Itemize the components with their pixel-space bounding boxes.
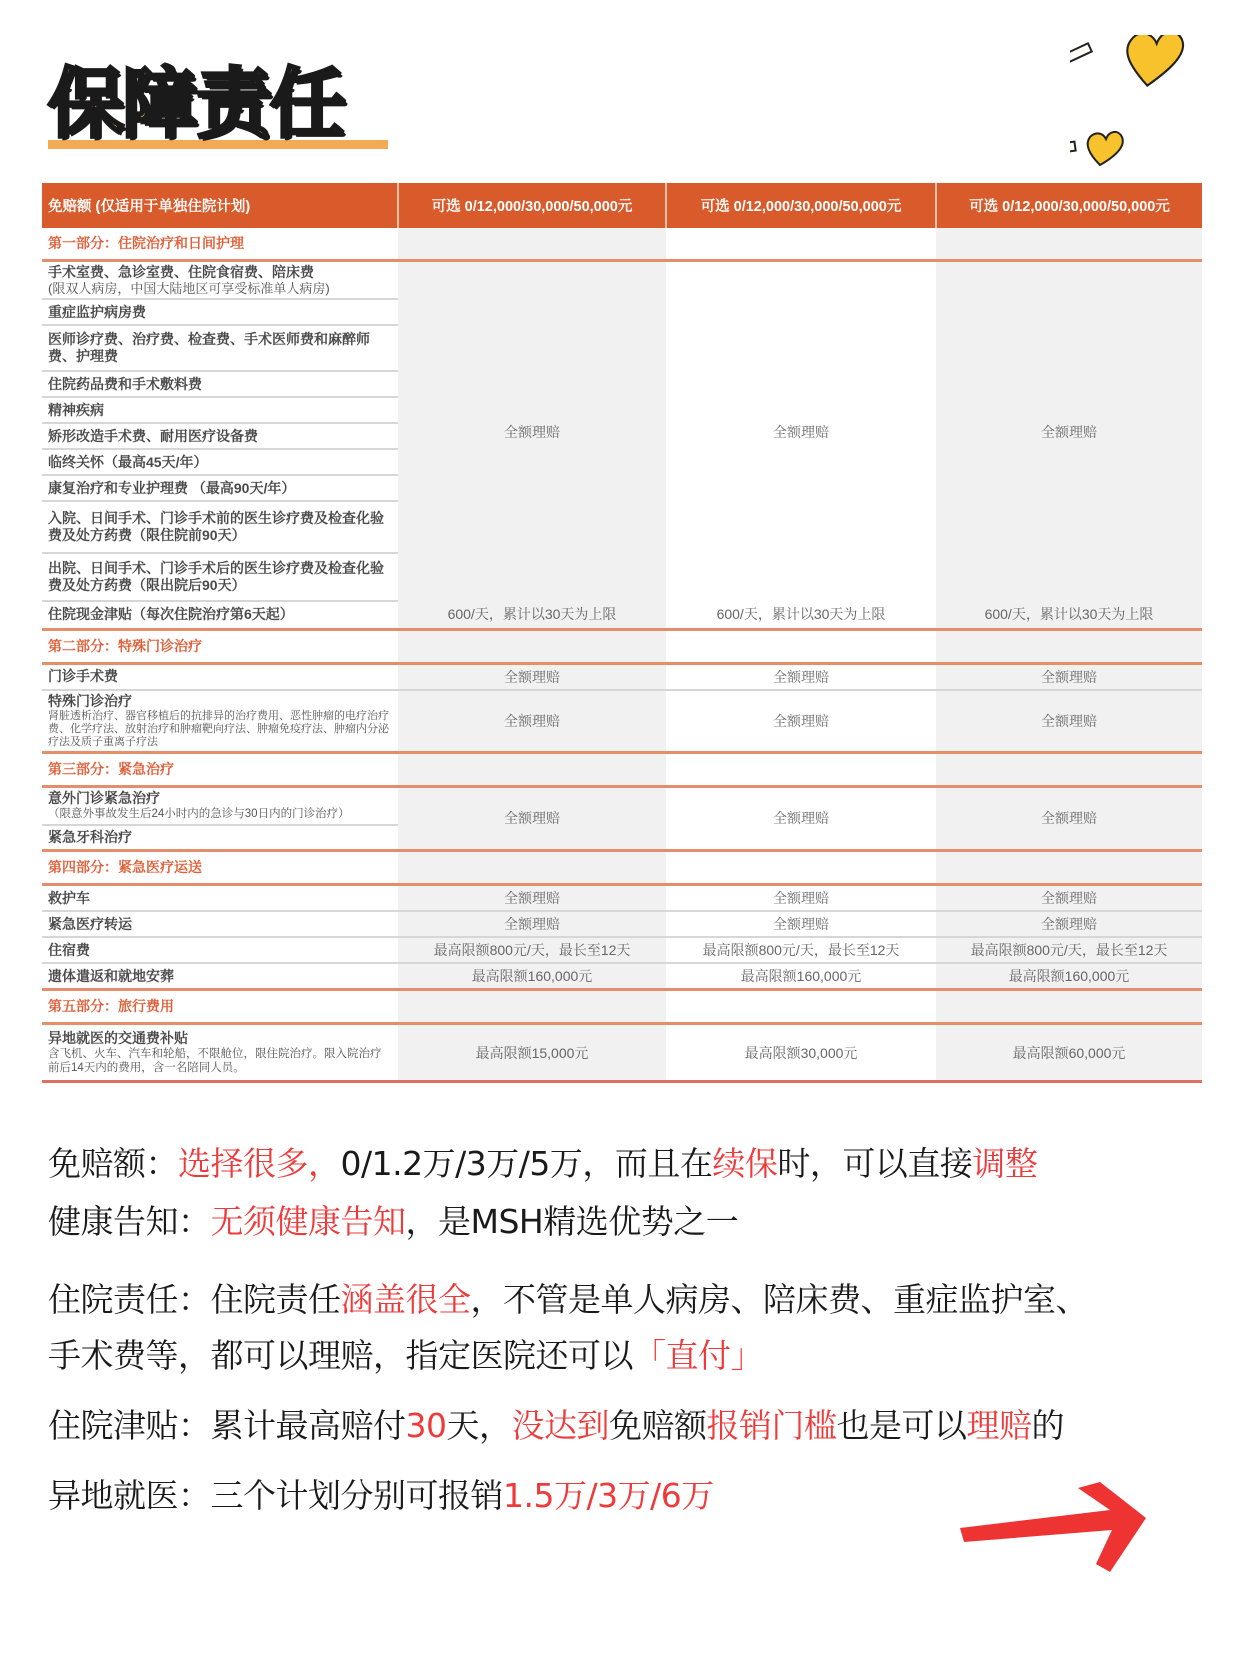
highlight-text: 报销门槛	[706, 1406, 837, 1445]
highlight-text: 选择很多，	[178, 1144, 341, 1183]
row-sublabel: (限双人病房，中国大陆地区可享受标准单人病房)	[48, 281, 330, 296]
row-label: 住宿费	[42, 937, 398, 963]
highlight-text: 涵盖很全	[340, 1280, 471, 1319]
note-label: 健康告知：	[48, 1202, 211, 1241]
note-text: 天，	[446, 1406, 512, 1445]
plan-1-value: 全额理赔	[398, 885, 666, 912]
row-label: 住院药品费和手术敷料费	[42, 371, 398, 397]
note-text: 手术费等，都可以理赔，指定医院还可以	[48, 1336, 633, 1375]
coverage-table	[42, 183, 1202, 1083]
note-text: ，是MSH精选优势之一	[405, 1202, 739, 1241]
note-text: 时，可以直接	[777, 1144, 973, 1183]
section-row-part4	[42, 851, 1202, 885]
plan-3-value: 全额理赔	[936, 885, 1202, 912]
plan-1-value: 600/天，累计以30天为上限	[398, 601, 666, 629]
plan-2-value: 全额理赔	[666, 911, 936, 937]
section-row-part2	[42, 629, 1202, 663]
row-label: 矫形改造手术费、耐用医疗设备费	[42, 423, 398, 449]
section-title: 第三部分：紧急治疗	[42, 752, 398, 786]
row-label: 异地就医的交通费补贴	[48, 1030, 188, 1046]
plan-1-value: 最高限额160,000元	[398, 963, 666, 990]
page-title-block	[48, 59, 344, 148]
plan-2-value: 全额理赔	[666, 261, 936, 602]
note-text: ，不管是单人病房、陪床费、重症监护室、	[470, 1280, 1088, 1319]
note-text: 住院责任	[210, 1280, 341, 1319]
note-label: 免赔额：	[48, 1144, 178, 1183]
table-row	[42, 663, 1202, 690]
row-label: 特殊门诊治疗	[48, 692, 132, 709]
row-label: 入院、日间手术、门诊手术前的医生诊疗费及检查化验费及处方药费（限住院前90天）	[42, 501, 398, 553]
row-label: 手术室费、急诊室费、住院食宿费、陪床费	[48, 264, 314, 280]
plan-1-value: 全额理赔	[398, 786, 666, 851]
plan-2-header: 可选 0/12,000/30,000/50,000元	[666, 183, 936, 228]
note-text: 也是可以	[836, 1406, 967, 1445]
row-label: 门诊手术费	[42, 663, 398, 690]
plan-1-value: 全额理赔	[398, 663, 666, 690]
table-row	[42, 937, 1202, 963]
highlight-text: 「直付」	[633, 1336, 763, 1375]
row-label: 住院现金津贴（每次住院治疗第6天起）	[42, 601, 398, 629]
highlight-text: 理赔	[966, 1406, 1032, 1445]
highlight-text: 没达到	[511, 1406, 609, 1445]
highlight-text: 调整	[972, 1144, 1038, 1183]
plan-1-value: 全额理赔	[398, 261, 666, 602]
section-title: 第五部分：旅行费用	[42, 990, 398, 1024]
row-sublabel: 肾脏透析治疗、器官移植后的抗排异的治疗费用、恶性肿瘤的电疗治疗费、化学疗法、放射治疗和肿瘤靶向疗法、肿瘤免疫疗法、肿瘤内分泌疗法及质子重离子疗法	[48, 709, 389, 748]
note-offsite-treatment	[48, 1470, 714, 1517]
table-row	[42, 885, 1202, 912]
plan-2-value: 最高限额30,000元	[666, 1024, 936, 1082]
plan-1-value: 最高限额800元/天，最长至12天	[398, 937, 666, 963]
plan-3-header: 可选 0/12,000/30,000/50,000元	[936, 183, 1202, 228]
plan-2-value: 全额理赔	[666, 885, 936, 912]
row-label: 救护车	[42, 885, 398, 912]
note-text: 免赔额	[609, 1406, 707, 1445]
page-title: 保障责任	[48, 59, 344, 148]
section-row-part3	[42, 752, 1202, 786]
plan-3-value: 全额理赔	[936, 690, 1202, 753]
plan-2-value: 全额理赔	[666, 690, 936, 753]
section-title: 第四部分：紧急医疗运送	[42, 851, 398, 885]
table-row	[42, 1024, 1202, 1082]
deductible-header: 免赔额 (仅适用于单独住院计划)	[42, 183, 398, 228]
row-label: 意外门诊紧急治疗	[48, 789, 160, 806]
row-sublabel: （限意外事故发生后24小时内的急诊与30日内的门诊治疗）	[48, 807, 350, 820]
plan-3-value: 600/天，累计以30天为上限	[936, 601, 1202, 629]
note-text: 0/1.2万/3万/5万，而且在	[340, 1144, 713, 1183]
plan-3-value: 全额理赔	[936, 663, 1202, 690]
plan-2-value: 最高限额800元/天，最长至12天	[666, 937, 936, 963]
table-row	[42, 690, 1202, 753]
plan-3-value: 最高限额160,000元	[936, 963, 1202, 990]
table-row	[42, 963, 1202, 990]
note-text: 的	[1031, 1406, 1064, 1445]
note-text: 累计最高赔付	[210, 1406, 406, 1445]
table-row	[42, 911, 1202, 937]
row-label: 紧急医疗转运	[42, 911, 398, 937]
table-row	[42, 786, 1202, 825]
row-label: 康复治疗和专业护理费 （最高90天/年）	[42, 475, 398, 501]
row-label: 重症监护病房费	[42, 299, 398, 325]
section-title: 第二部分：特殊门诊治疗	[42, 629, 398, 663]
row-label: 临终关怀（最高45天/年）	[42, 449, 398, 475]
section-row-part1	[42, 228, 1202, 261]
plan-2-value: 全额理赔	[666, 786, 936, 851]
plan-2-value: 600/天，累计以30天为上限	[666, 601, 936, 629]
note-label: 异地就医：	[48, 1476, 211, 1515]
plan-3-value: 全额理赔	[936, 911, 1202, 937]
note-hospital-coverage	[48, 1274, 1088, 1321]
note-label: 住院责任：	[48, 1280, 211, 1319]
note-text: 三个计划分别可报销	[210, 1476, 503, 1515]
note-label: 住院津贴：	[48, 1406, 211, 1445]
table-row	[42, 261, 1202, 300]
row-label: 精神疾病	[42, 397, 398, 423]
next-page-arrow-icon	[950, 1480, 1150, 1580]
row-sublabel: 含飞机、火车、汽车和轮船，不限舱位，限住院治疗。限入院治疗前后14天内的费用，含一名陪同人员。	[48, 1048, 382, 1074]
plan-1-value: 全额理赔	[398, 911, 666, 937]
note-deductible	[48, 1138, 1037, 1185]
highlight-text: 1.5万/3万/6万	[503, 1476, 714, 1515]
plan-1-value: 全额理赔	[398, 690, 666, 753]
note-hospital-allowance	[48, 1400, 1064, 1447]
table-row	[42, 601, 1202, 629]
row-label: 出院、日间手术、门诊手术后的医生诊疗费及检查化验费及处方药费（限出院后90天）	[42, 553, 398, 601]
plan-1-value: 最高限额15,000元	[398, 1024, 666, 1082]
row-label: 遗体遣返和就地安葬	[42, 963, 398, 990]
highlight-text: 30	[405, 1406, 447, 1445]
plan-3-value: 最高限额60,000元	[936, 1024, 1202, 1082]
plan-2-value: 最高限额160,000元	[666, 963, 936, 990]
plan-3-value: 全额理赔	[936, 261, 1202, 602]
plan-2-value: 全额理赔	[666, 663, 936, 690]
hearts-decoration-icon	[1070, 35, 1240, 175]
section-row-part5	[42, 990, 1202, 1024]
table-header-row	[42, 183, 1202, 228]
note-health-disclosure	[48, 1196, 738, 1243]
plan-3-value: 最高限额800元/天，最长至12天	[936, 937, 1202, 963]
note-hospital-coverage-cont	[48, 1330, 763, 1377]
row-label: 紧急牙科治疗	[42, 825, 398, 851]
plan-3-value: 全额理赔	[936, 786, 1202, 851]
section-title: 第一部分：住院治疗和日间护理	[42, 228, 398, 261]
row-label: 医师诊疗费、治疗费、检查费、手术医师费和麻醉师费、护理费	[42, 325, 398, 371]
highlight-text: 无须健康告知	[210, 1202, 406, 1241]
highlight-text: 续保	[712, 1144, 778, 1183]
plan-1-header: 可选 0/12,000/30,000/50,000元	[398, 183, 666, 228]
